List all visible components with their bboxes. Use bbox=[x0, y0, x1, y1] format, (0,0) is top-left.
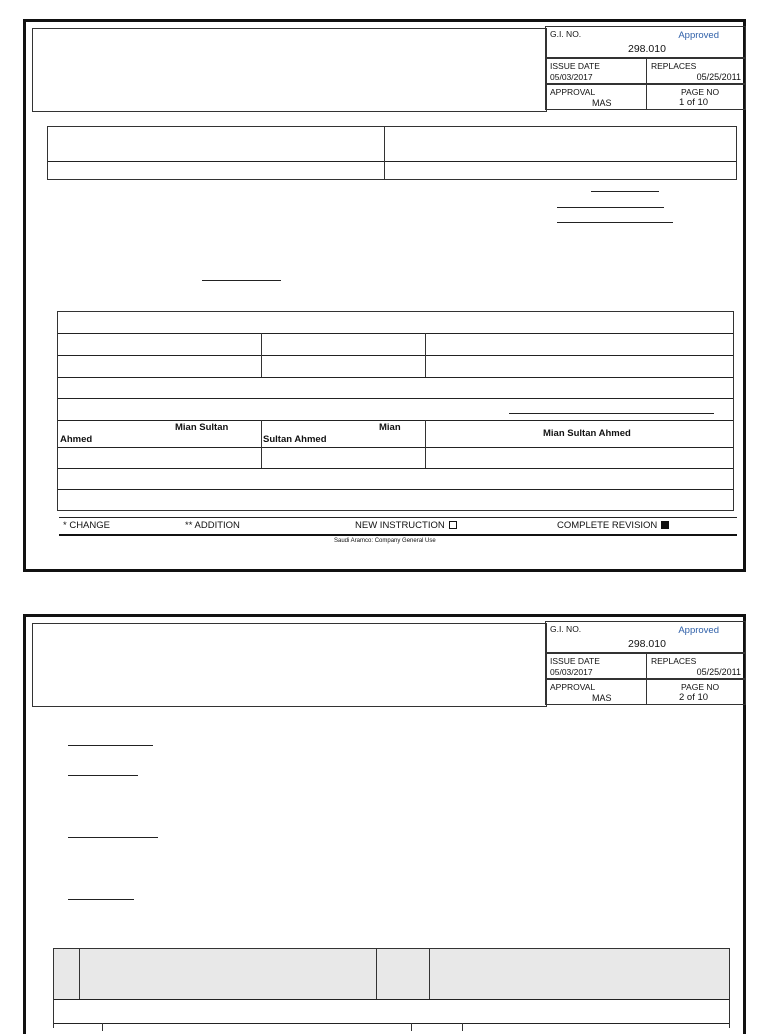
status-approved: Approved bbox=[678, 625, 719, 636]
header-title-box bbox=[32, 623, 547, 707]
header-title-box bbox=[32, 28, 547, 112]
page-no-label: PAGE NO bbox=[681, 87, 720, 97]
issue-date-label: ISSUE DATE bbox=[550, 61, 600, 71]
signature-1-line2: Ahmed bbox=[60, 434, 93, 445]
approval-cell bbox=[545, 84, 647, 110]
content-table bbox=[53, 948, 730, 1028]
approval-value: MAS bbox=[592, 98, 612, 108]
footer-new-instruction bbox=[355, 520, 457, 531]
gi-label: G.I. NO. bbox=[550, 624, 582, 634]
signature-3: Mian Sultan Ahmed bbox=[543, 428, 631, 439]
document-page-2 bbox=[23, 614, 746, 1034]
issue-date-value: 05/03/2017 bbox=[550, 667, 593, 677]
status-approved: Approved bbox=[678, 30, 719, 41]
issue-date-cell bbox=[545, 58, 647, 84]
approval-label: APPROVAL bbox=[550, 87, 596, 97]
gi-number-cell bbox=[545, 621, 746, 653]
gi-number-cell bbox=[545, 26, 746, 58]
signature-line bbox=[509, 413, 714, 414]
gi-number: 298.010 bbox=[628, 43, 666, 55]
footer-rule bbox=[59, 517, 737, 518]
replaces-cell bbox=[646, 58, 746, 84]
footer-complete-revision bbox=[557, 520, 669, 531]
section-heading-line bbox=[68, 899, 134, 900]
blank-line bbox=[557, 222, 673, 223]
issue-date-value: 05/03/2017 bbox=[550, 72, 593, 82]
table-header-shade bbox=[54, 949, 729, 999]
page-no-cell bbox=[646, 679, 746, 705]
page-no-value: 1 of 10 bbox=[679, 97, 709, 108]
section-heading-line bbox=[68, 745, 153, 746]
page-no-cell bbox=[646, 84, 746, 110]
signature-1-line1: Mian Sultan bbox=[175, 422, 229, 433]
page-no-value: 2 of 10 bbox=[679, 692, 709, 703]
complete-revision-checkbox bbox=[661, 521, 669, 529]
approval-table bbox=[57, 311, 734, 511]
blank-line bbox=[557, 207, 664, 208]
approval-cell bbox=[545, 679, 647, 705]
replaces-label: REPLACES bbox=[651, 61, 697, 71]
section-heading-line bbox=[68, 775, 138, 776]
issue-date-label: ISSUE DATE bbox=[550, 656, 600, 666]
classification-text: Saudi Aramco: Company General Use bbox=[334, 538, 436, 544]
complete-revision-label: COMPLETE REVISION bbox=[557, 520, 658, 531]
new-instruction-checkbox bbox=[449, 521, 457, 529]
section-heading-line bbox=[68, 837, 158, 838]
replaces-cell bbox=[646, 653, 746, 679]
signature-2-line2: Sultan Ahmed bbox=[263, 434, 327, 445]
title-table bbox=[47, 126, 737, 180]
signature-2-line1: Mian bbox=[379, 422, 401, 433]
gi-number: 298.010 bbox=[628, 638, 666, 650]
replaces-label: REPLACES bbox=[651, 656, 697, 666]
blank-line bbox=[591, 191, 659, 192]
footer-change: * CHANGE bbox=[63, 520, 110, 531]
approval-value: MAS bbox=[592, 693, 612, 703]
new-instruction-label: NEW INSTRUCTION bbox=[355, 520, 445, 531]
footer-addition: ** ADDITION bbox=[185, 520, 240, 531]
approval-label: APPROVAL bbox=[550, 682, 596, 692]
blank-line bbox=[202, 280, 281, 281]
replaces-value: 05/25/2011 bbox=[696, 72, 741, 82]
footer-double-rule bbox=[59, 534, 737, 536]
gi-label: G.I. NO. bbox=[550, 29, 582, 39]
replaces-value: 05/25/2011 bbox=[696, 667, 741, 677]
issue-date-cell bbox=[545, 653, 647, 679]
document-page-1 bbox=[23, 19, 746, 572]
page-no-label: PAGE NO bbox=[681, 682, 720, 692]
